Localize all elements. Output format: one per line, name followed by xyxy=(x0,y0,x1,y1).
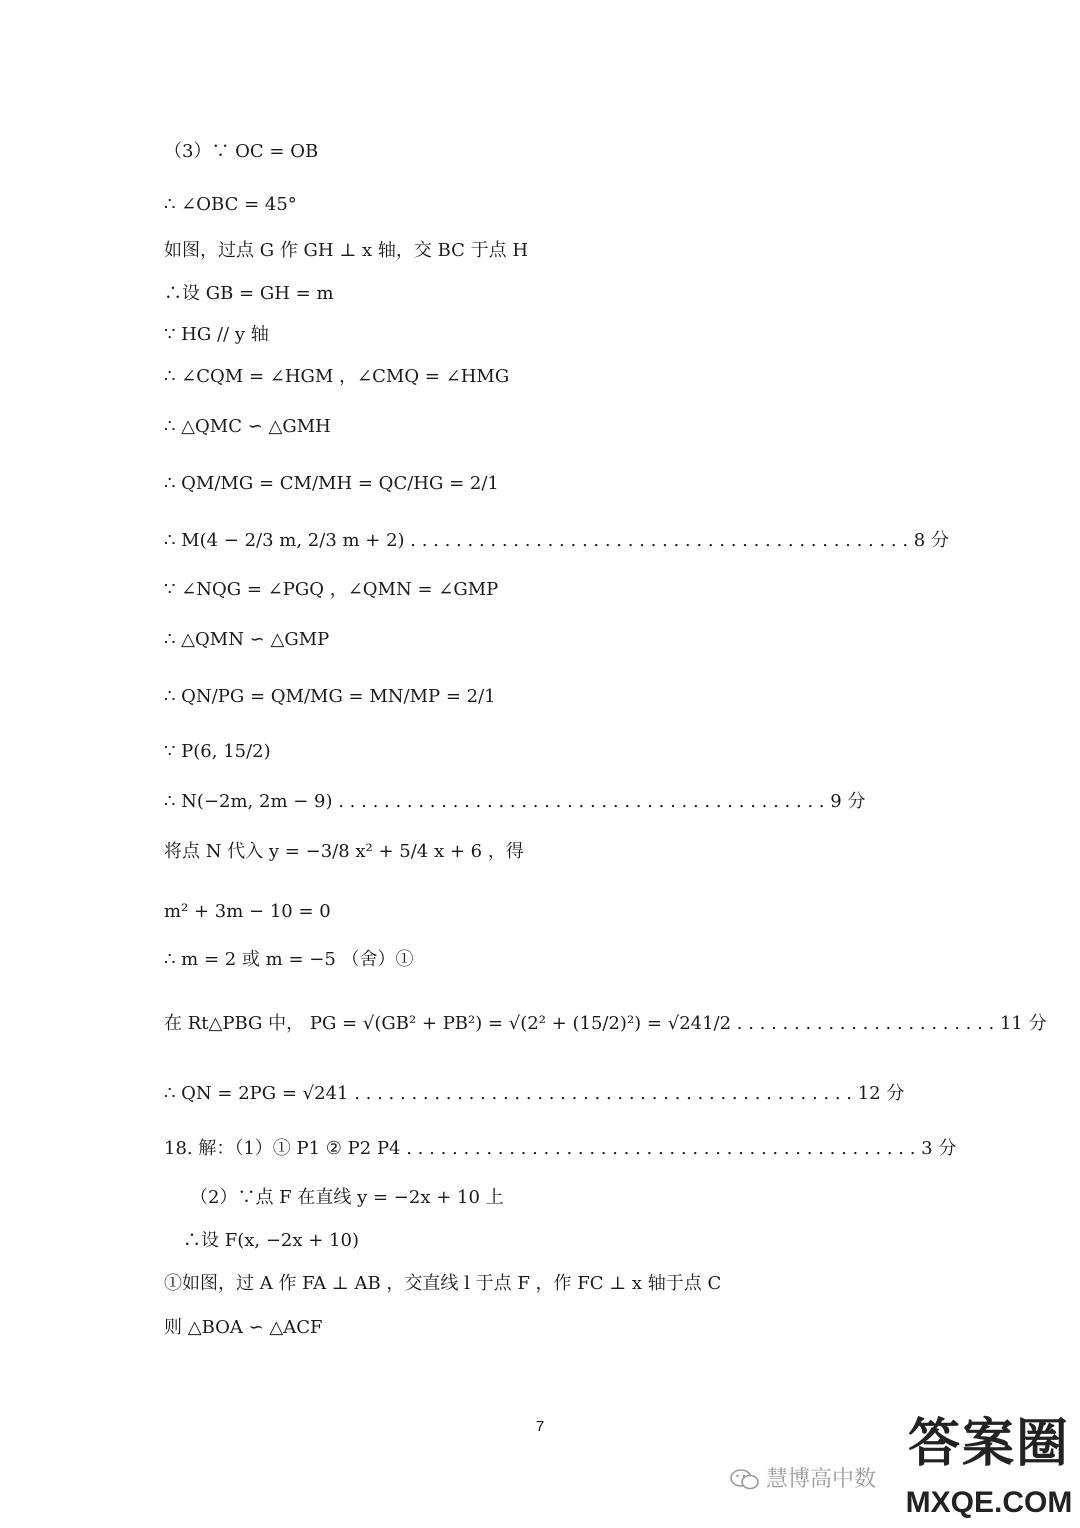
solution-line: ∴ N(−2m, 2m − 9) . . . . . . . . . . . . . . . . . . . . . . . . . . . . . . . . . . . . . . . . . . . 9 分 xyxy=(164,791,866,812)
solution-line: ∵ P(6, 15/2) xyxy=(164,741,271,762)
solution-line: ∴设 GB = GH = m xyxy=(164,283,334,304)
solution-line: ∵ HG // y 轴 xyxy=(164,324,269,345)
solution-line: 将点 N 代入 y = −3/8 x² + 5/4 x + 6 ，得 xyxy=(164,841,524,862)
watermark-bottom: MXQE.COM xyxy=(905,1486,1073,1519)
solution-line: 在 Rt△PBG 中， PG = √(GB² + PB²) = √(2² + (15/2)²) = √241/2 . . . . . . . . . . . . . . . . . . . . . . . 11 分 xyxy=(164,1013,1047,1034)
solution-line: ∴ M(4 − 2/3 m, 2/3 m + 2) . . . . . . . . . . . . . . . . . . . . . . . . . . . . . . . . . . . . . . . . . . . . 8 分 xyxy=(164,530,949,551)
solution-line: ∴ △QMC ∽ △GMH xyxy=(164,416,331,437)
footer-text: 慧博高中数 xyxy=(766,1467,877,1492)
solution-line: ∴ ∠CQM = ∠HGM ，∠CMQ = ∠HMG xyxy=(164,366,510,387)
solution-line: ∴设 F(x, −2x + 10) xyxy=(183,1230,359,1251)
solution-line: ∴ QN = 2PG = √241 . . . . . . . . . . . . . . . . . . . . . . . . . . . . . . . . . . . . . . . . . . . . 12 分 xyxy=(164,1083,905,1104)
solution-line: ∴ m = 2 或 m = −5 （舍）① xyxy=(164,949,414,970)
footer-source xyxy=(730,1462,876,1493)
solution-line: （3）∵ OC = OB xyxy=(164,141,319,162)
solution-line: 则 △BOA ∽ △ACF xyxy=(164,1317,323,1338)
solution-line: ∴ △QMN ∽ △GMP xyxy=(164,629,330,650)
watermark-logo xyxy=(903,1408,1075,1524)
watermark-top: 答案圈 xyxy=(907,1414,1070,1474)
solution-line: 如图，过点 G 作 GH ⊥ x 轴，交 BC 于点 H xyxy=(164,240,529,261)
solution-line: （2）∵点 F 在直线 y = −2x + 10 上 xyxy=(190,1187,504,1208)
solution-line: ∵ ∠NQG = ∠PGQ ，∠QMN = ∠GMP xyxy=(164,579,499,600)
solution-line: m² + 3m − 10 = 0 xyxy=(164,901,331,922)
solution-line: ∴ ∠OBC = 45° xyxy=(164,194,297,215)
solution-line: ∴ QN/PG = QM/MG = MN/MP = 2/1 xyxy=(164,686,496,707)
wechat-icon xyxy=(730,1468,760,1492)
page-number: 7 xyxy=(535,1418,545,1435)
solution-line: ∴ QM/MG = CM/MH = QC/HG = 2/1 xyxy=(164,473,499,494)
solution-line: ①如图，过 A 作 FA ⊥ AB ，交直线 l 于点 F ，作 FC ⊥ x 轴于点 C xyxy=(164,1273,722,1294)
solution-line: 18. 解：（1）① P1 ② P2 P4 . . . . . . . . . . . . . . . . . . . . . . . . . . . . . . . . . . . . . . . . . . . . . 3 分 xyxy=(164,1138,957,1159)
